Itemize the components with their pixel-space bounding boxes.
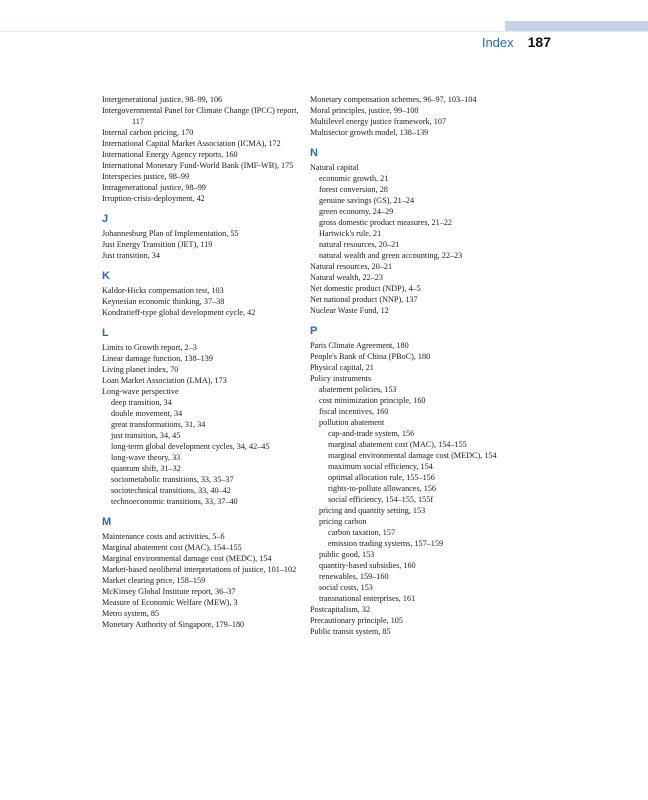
index-subentry: transnational enterprises, 161 <box>319 594 416 603</box>
running-header <box>482 34 551 50</box>
index-column-left <box>102 94 302 630</box>
index-subentry: forest conversion, 28 <box>319 185 388 194</box>
index-subentry: abatement policies, 153 <box>319 385 397 394</box>
header-accent-bar <box>505 21 648 31</box>
index-entry: Natural resources, 20–21 <box>310 262 393 271</box>
index-subentry: fiscal incentives, 160 <box>319 407 389 416</box>
index-entry: Intragenerational justice, 98–99 <box>102 183 206 192</box>
index-subentry: public good, 153 <box>319 550 375 559</box>
index-subentry: sociotechnical transitions, 33, 40–42 <box>111 486 231 495</box>
index-subentry: gross domestic product measures, 21–22 <box>319 218 453 227</box>
index-subentry: marginal abatement cost (MAC), 154–155 <box>328 440 467 449</box>
index-subentry: deep transition, 34 <box>111 398 172 407</box>
index-entry: Market-based neoliberal interpretations of justice, 101–102 <box>102 565 297 574</box>
index-entry: Natural wealth, 22–23 <box>310 273 383 282</box>
section-letter-p: P <box>310 325 318 337</box>
index-subentry: green economy, 24–29 <box>319 207 394 216</box>
index-subentry: technoeconomic transitions, 33, 37–40 <box>111 497 238 506</box>
index-entry: Long-wave perspective <box>102 387 179 396</box>
index-entry: Interspecies justice, 98–99 <box>102 172 190 181</box>
index-entry: Kondratieff-type global development cycle, 42 <box>102 308 256 317</box>
section-letter-k: K <box>102 270 110 282</box>
index-entry: Natural capital <box>310 163 359 172</box>
index-entry: Linear damage function, 138–139 <box>102 354 213 363</box>
index-entry: People's Bank of China (PBoC), 180 <box>310 352 431 361</box>
index-subentry: great transformations, 31, 34 <box>111 420 206 429</box>
section-letter-m: M <box>102 516 112 528</box>
index-subentry: quantum shift, 31–32 <box>111 464 181 473</box>
index-entry: Marginal abatement cost (MAC), 154–155 <box>102 543 242 552</box>
index-subentry: renewables, 159–160 <box>319 572 389 581</box>
section-letter-l: L <box>102 327 109 339</box>
index-entry: Monetary Authority of Singapore, 179–180 <box>102 620 245 629</box>
index-subentry: long-wave theory, 33 <box>111 453 181 462</box>
index-subentry: cost minimization principle, 160 <box>319 396 426 405</box>
index-subentry: optimal allocation rule, 155–156 <box>328 473 435 482</box>
index-entry: International Capital Market Association (ICMA), 172 <box>102 139 281 148</box>
index-entry: International Energy Agency reports, 160 <box>102 150 238 159</box>
index-subentry: rights-to-pollute allowances, 156 <box>328 484 437 493</box>
index-entry: Precautionary principle, 105 <box>310 616 403 625</box>
index-entry: Maintenance costs and activities, 5–6 <box>102 532 225 541</box>
index-entry: Market clearing price, 158–159 <box>102 576 206 585</box>
index-subentry: carbon taxation, 157 <box>328 528 396 537</box>
index-subentry: maximum social efficiency, 154 <box>328 462 433 471</box>
index-subentry: natural resources, 20–21 <box>319 240 400 249</box>
index-entry: Paris Climate Agreement, 180 <box>310 341 409 350</box>
index-subentry: pricing and quantity setting, 153 <box>319 506 426 515</box>
index-subentry: long-term global development cycles, 34, 42–45 <box>111 442 270 451</box>
page-number: 187 <box>527 34 551 50</box>
index-entry: Loan Market Association (LMA), 173 <box>102 376 227 385</box>
index-entry: McKinsey Global Institute report, 36–37 <box>102 587 236 596</box>
index-column-right <box>310 94 525 637</box>
index-entry: Limits to Growth report, 2–3 <box>102 343 197 352</box>
index-entry: Intergenerational justice, 98–99, 106 <box>102 95 223 104</box>
index-entry: Measure of Economic Welfare (MEW), 3 <box>102 598 238 607</box>
index-subentry: economic growth, 21 <box>319 174 389 183</box>
index-entry: Irruption-crisis-deployment, 42 <box>102 194 205 203</box>
index-entry: Marginal environmental damage cost (MEDC), 154 <box>102 554 272 563</box>
index-entry: Internal carbon pricing, 170 <box>102 128 194 137</box>
index-subentry: natural wealth and green accounting, 22–23 <box>319 251 463 260</box>
index-subentry: marginal environmental damage cost (MEDC), 154 <box>328 451 497 460</box>
index-entry: Monetary compensation schemes, 96–97, 103–104 <box>310 95 477 104</box>
index-subentry: genuine savings (GS), 21–24 <box>319 196 415 205</box>
running-header-label: Index <box>481 35 514 50</box>
index-entry: Net domestic product (NDP), 4–5 <box>310 284 421 293</box>
index-subentry: social costs, 153 <box>319 583 373 592</box>
index-entry: Moral principles, justice, 99–100 <box>310 106 419 115</box>
index-subentry: pricing carbon <box>319 517 367 526</box>
index-subentry: just transition, 34, 45 <box>111 431 181 440</box>
index-entry: Johannesburg Plan of Implementation, 55 <box>102 229 239 238</box>
index-subentry: social efficiency, 154–155, 155f <box>328 495 434 504</box>
index-entry: Just Energy Transition (JET), 119 <box>102 240 213 249</box>
section-letter-n: N <box>310 147 318 159</box>
index-entry: Intergovernmental Panel for Climate Change (IPCC) report, 117 <box>102 106 299 126</box>
index-entry: Public transit system, 85 <box>310 627 391 636</box>
index-subentry: double movement, 34 <box>111 409 183 418</box>
index-entry: Physical capital, 21 <box>310 363 374 372</box>
index-subentry: sociometabolic transitions, 33, 35–37 <box>111 475 234 484</box>
index-entry: Policy instruments <box>310 374 372 383</box>
index-subentry: pollution abatement <box>319 418 385 427</box>
index-subentry: emission trading systems, 157–159 <box>328 539 444 548</box>
index-entry: Living planet index, 70 <box>102 365 179 374</box>
index-entry: Multilevel energy justice framework, 107 <box>310 117 447 126</box>
index-subentry: Hartwick's rule, 21 <box>319 229 382 238</box>
index-subentry: cap-and-trade system, 156 <box>328 429 415 438</box>
index-entry: Net national product (NNP), 137 <box>310 295 418 304</box>
index-entry: Postcapitalism, 32 <box>310 605 371 614</box>
index-entry: Just transition, 34 <box>102 251 160 260</box>
section-letter-j: J <box>102 213 109 225</box>
index-entry: Nuclear Waste Fund, 12 <box>310 306 389 315</box>
index-entry: International Monetary Fund-World Bank (IMF-WB), 175 <box>102 161 294 170</box>
index-entry: Multisector growth model, 138–139 <box>310 128 429 137</box>
index-entry: Keynesian economic thinking, 37–38 <box>102 297 225 306</box>
index-subentry: quantity-based subsidies, 160 <box>319 561 416 570</box>
header-rule <box>0 31 648 32</box>
index-entry: Kaldor-Hicks compensation test, 103 <box>102 286 224 295</box>
index-entry: Metro system, 85 <box>102 609 160 618</box>
